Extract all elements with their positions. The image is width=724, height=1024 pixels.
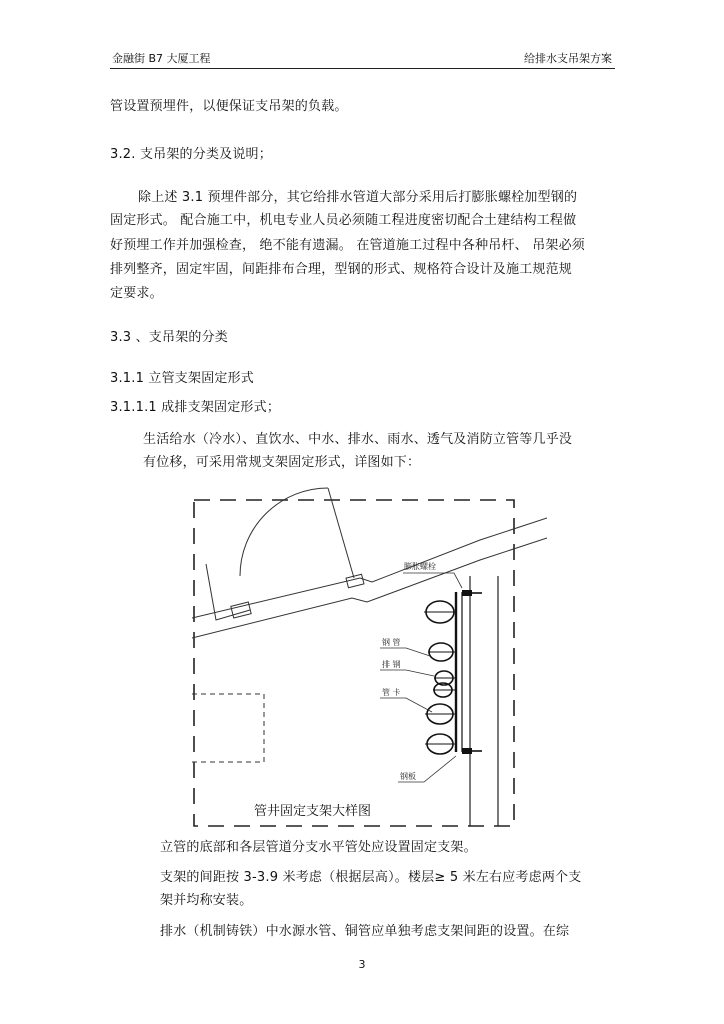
header-divider — [110, 68, 615, 69]
section-heading-3-3: 3.3 、支吊架的分类 — [110, 330, 229, 345]
label-expansion-bolt: 膨胀螺栓 — [404, 562, 436, 571]
header-document-title: 给排水支吊架方案 — [524, 52, 612, 65]
label-pipe-clamp: 管 卡 — [382, 688, 401, 697]
paragraph-line: 架并均称安装。 — [160, 893, 253, 908]
wall-frame — [194, 500, 514, 826]
figure-caption: 管井固定支架大样图 — [252, 800, 373, 819]
door-swing-arc — [240, 488, 328, 576]
paragraph-line: 生活给水（冷水）、直饮水、中水、排水、雨水、透气及消防立管等几乎没 — [143, 432, 573, 447]
room-outline — [192, 694, 264, 762]
paragraph-line: 定要求。 — [110, 286, 163, 301]
section-heading-3-1-1-1: 3.1.1.1 成排支架固定形式； — [110, 400, 281, 415]
paragraph-line: 支架的间距按 3-3.9 米考虑（根据层高）。楼层≥ 5 米左右应考虑两个支 — [160, 870, 582, 885]
paragraph-line: 有位移，可采用常规支架固定形式，详图如下： — [143, 455, 421, 470]
section-heading-3-1-1: 3.1.1 立管支架固定形式 — [110, 371, 255, 386]
label-steel-pipe: 钢 管 — [382, 638, 401, 647]
body-line: 管设置预埋件，以便保证支吊架的负载。 — [110, 99, 348, 114]
paragraph-line: 好预埋工作并加强检查， 绝不能有遗漏。 在管道施工过程中各种吊杆、 吊架必须 — [110, 238, 585, 253]
paragraph-line: 除上述 3.1 预埋件部分，其它给排水管道大部分采用后打膨胀螺栓加型钢的 — [138, 190, 578, 205]
paragraph-line: 排水（机制铸铁）中水源水管、铜管应单独考虑支架间距的设置。在综 — [160, 924, 570, 939]
paragraph-line: 立管的底部和各层管道分支水平管处应设置固定支架。 — [160, 840, 477, 855]
paragraph-line: 固定形式。 配合施工中，机电专业人员必须随工程进度密切配合土建结构工程做 — [110, 213, 577, 228]
paragraph-line: 排列整齐，固定牢固，间距排布合理，型钢的形式、规格符合设计及施工规范规 — [110, 262, 573, 277]
page-number: 3 — [358, 958, 366, 971]
section-heading-3-2: 3.2. 支吊架的分类及说明； — [110, 147, 272, 162]
label-steel-plate: 钢板 — [400, 772, 416, 781]
label-steel-bar: 排 钢 — [382, 660, 401, 669]
header-project-title: 金融街 B7 大厦工程 — [112, 52, 211, 65]
pipe-shaft-bracket-drawing — [192, 480, 547, 828]
